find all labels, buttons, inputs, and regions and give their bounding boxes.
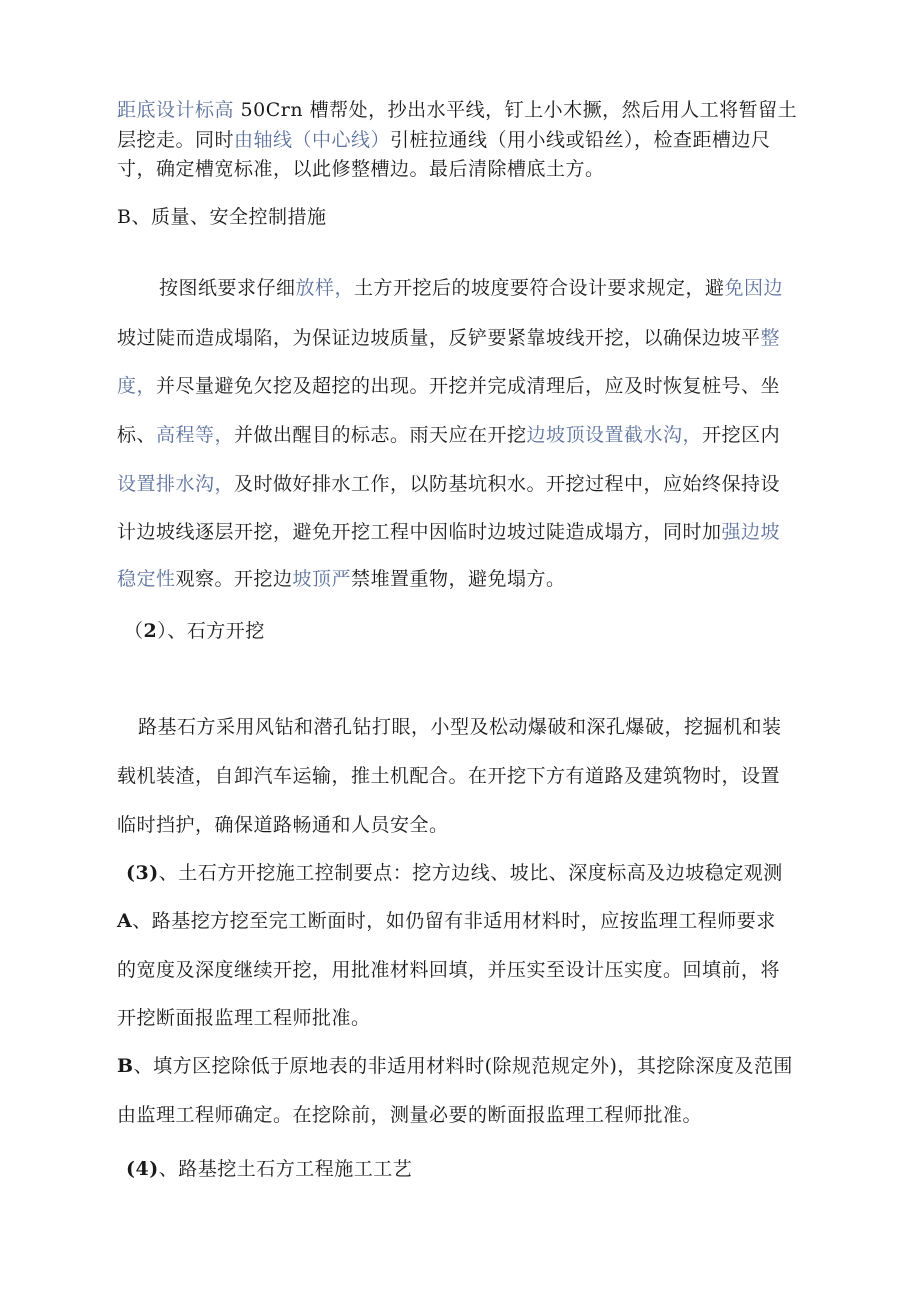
p5-l1-letter: B [117,1055,134,1077]
p4-line-3: 开挖断面报监理工程师批准。 [117,1007,371,1029]
heading-4-number: (4) [126,1158,159,1180]
p5-l1-text: 、填方区挖除低于原地表的非适用材料时(除规范规定外)，其挖除深度及范围 [133,1055,793,1077]
p4-line-2: 的宽度及深度继续开挖，用批准材料回填，并压实至设计压实度。回填前，将 [117,959,781,981]
p2-l7-highlight-a: 稳定性 [117,568,176,590]
heading-2-text: ）、石方开挖 [157,620,265,642]
section-heading-4 [126,1157,412,1181]
p2-l4-highlight-d: 边坡顶设置截水沟， [526,424,703,446]
p2-line-6 [117,520,780,544]
p2-l4-text-c: 并做出醒目的标志。雨天应在开挖 [234,424,527,446]
p2-line-5 [117,472,780,496]
p1-line-2 [117,128,771,152]
p2-l1-text-c: 土方开挖后的坡度要符合设计要求规定，避 [354,277,725,299]
heading-2-number: 2 [143,620,158,642]
p2-l1-highlight-d: 免因边 [724,277,784,299]
p1-line-3: 寸，确定槽宽标准，以此修整槽边。最后清除槽底土方。 [117,158,605,180]
p1-l1-highlight: 距底设计标高 [117,99,235,121]
p4-l1-text: 、路基挖方挖至完工断面时，如仍留有非适用材料时，应按监理工程师要求 [132,910,776,932]
p4-line-1 [117,909,776,933]
p4-l1-letter: A [117,910,133,932]
p2-l2-highlight-b: 整 [760,327,781,349]
p3-line-3: 临时挡护，确保道路畅通和人员安全。 [117,814,449,836]
p1-l2-highlight: 由轴线（中心线） [234,129,391,151]
p2-l1-text-a: 按图纸要求仔细 [159,277,296,299]
p5-line-1 [117,1054,793,1078]
heading-3-text: 、土石方开挖施工控制要点：挖方边线、坡比、深度标高及边坡稳定观测 [158,862,783,884]
p2-l3-highlight-a: 度， [117,375,157,397]
p2-l3-text-b: 并尽量避免欠挖及超挖的出现。开挖并完成清理后，应及时恢复桩号、坐 [156,375,781,397]
p1-l2-text-a: 层挖走。同时 [117,129,235,151]
section-heading-3 [126,861,783,885]
p3-line-2: 载机装渣，自卸汽车运输，推土机配合。在开挖下方有道路及建筑物时，设置 [117,765,781,787]
heading-2-open: （ [124,620,144,642]
p5-line-2: 由监理工程师确定。在挖除前，测量必要的断面报监理工程师批准。 [117,1104,703,1126]
p2-l4-text-a: 标、 [117,424,157,446]
heading-4-text: 、路基挖土石方工程施工工艺 [158,1158,413,1180]
p2-l6-text-a: 计边坡线逐层开挖，避免开挖工程中因临时边坡过陡造成塌方，同时加 [117,521,722,543]
p2-l4-text-e: 开挖区内 [702,424,781,446]
p2-l7-text-b: 观察。开挖边 [175,568,293,590]
section-heading-2 [124,619,265,643]
p1-l2-text-c: 引桩拉通线（用小线或铅丝），检查距槽边尺 [390,129,771,151]
heading-3-number: (3) [126,862,159,884]
p2-line-1 [159,276,783,300]
p1-l1-text: 50Crn 槽帮处，抄出水平线，钉上小木撅，然后用人工将暂留土 [234,99,798,121]
p2-l5-highlight-a: 设置排水沟， [117,473,235,495]
p2-l7-text-d: 禁堆置重物，避免塌方。 [351,568,566,590]
p1-line-1 [117,98,797,122]
section-heading-b: B、质量、安全控制措施 [117,206,327,228]
p2-l1-highlight-b: 放样， [295,277,355,299]
p2-l6-highlight-b: 强边坡 [721,521,781,543]
p2-l4-highlight-b: 高程等， [156,424,235,446]
p2-line-2 [117,326,780,350]
p2-line-3 [117,374,780,398]
p2-l7-highlight-c: 坡顶严 [292,568,352,590]
p3-line-1: 路基石方采用风钻和潜孔钻打眼，小型及松动爆破和深孔爆破，挖掘机和装 [138,716,782,738]
p2-l2-text-a: 坡过陡而造成塌陷，为保证边坡质量，反铲要紧靠坡线开挖，以确保边坡平 [117,327,761,349]
p2-line-7 [117,567,566,591]
p2-line-4 [117,423,780,447]
p2-l5-text-b: 及时做好排水工作，以防基坑积水。开挖过程中，应始终保持设 [234,473,781,495]
